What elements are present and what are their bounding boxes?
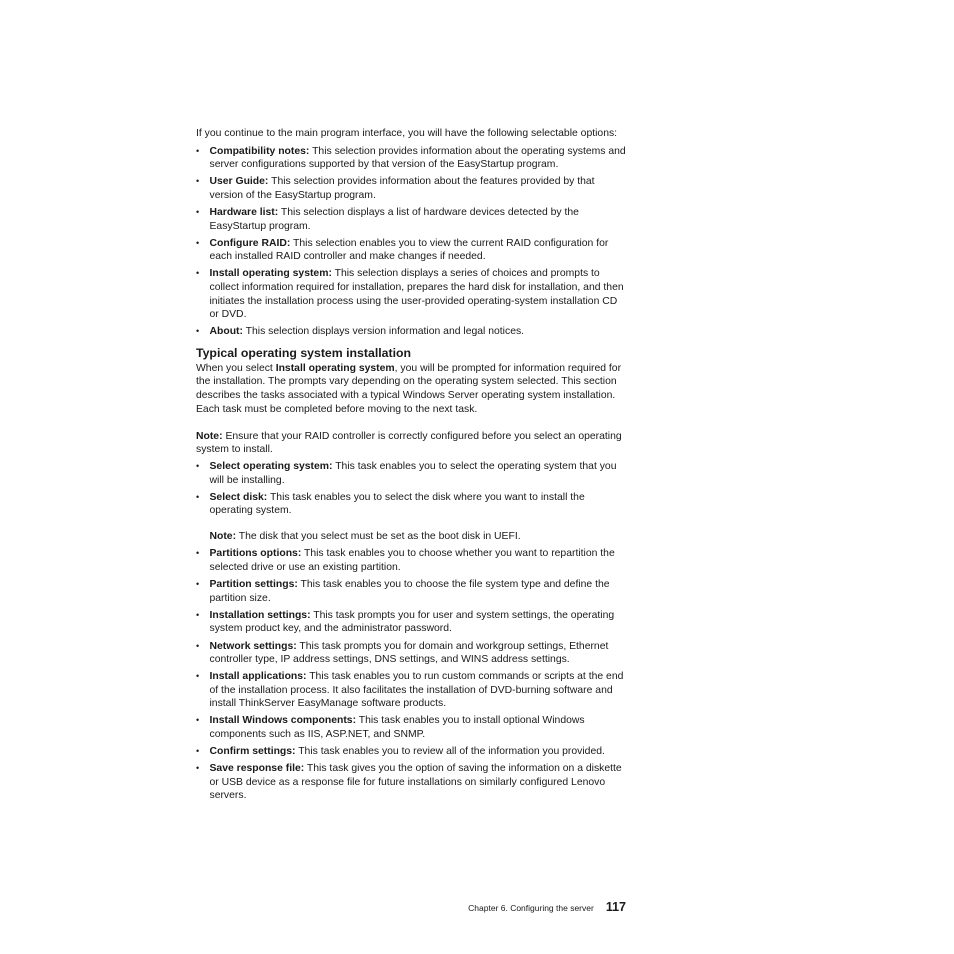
page-footer [468, 900, 626, 914]
tasks-list-b [196, 547, 626, 803]
option-text: This selection displays version information and legal notices. [242, 326, 525, 338]
task-text: This task gives you the option of saving the information on a diskette or USB device as a response file for future installations on similarly configured Lenovo servers. [209, 763, 622, 802]
task-term: Select disk: [209, 491, 268, 503]
section-intro-bold: Install operating system [275, 362, 395, 374]
note-label: Note: [209, 531, 237, 543]
task-text: This task enables you to install optional Windows components such as IIS, ASP.NET, and SNMP. [209, 715, 585, 741]
task-text: This task enables you to select the disk where you want to install the operating system. [209, 491, 585, 517]
list-item [196, 578, 626, 605]
chapter-label: Chapter 6. Configuring the server [468, 903, 594, 913]
option-term: User Guide: [209, 176, 269, 188]
paragraph-gap [196, 416, 626, 430]
task-term: Select operating system: [209, 460, 333, 472]
note-label: Note: [196, 430, 223, 442]
section-intro [196, 362, 626, 416]
list-item [196, 491, 626, 518]
task-term: Save response file: [209, 763, 305, 775]
option-term: Install operating system: [209, 268, 332, 280]
task-term: Network settings: [209, 640, 297, 652]
task-text: This task enables you to choose the file system type and define the partition size. [209, 579, 610, 604]
task-term: Partitions options: [209, 548, 302, 560]
list-item [196, 762, 626, 803]
list-item [196, 237, 626, 264]
option-term: Configure RAID: [209, 237, 291, 249]
task-term: Installation settings: [209, 609, 311, 621]
page-number: 117 [605, 900, 626, 914]
option-text: This selection provides information about the features provided by that version of the EasyStartup program. [209, 176, 595, 201]
list-item [196, 670, 626, 711]
task-term: Install Windows components: [209, 715, 357, 727]
list-item [196, 714, 626, 741]
task-text: This task prompts you for domain and workgroup settings, Ethernet controller type, IP address settings, DNS settings, and WINS address settings. [209, 640, 609, 666]
list-item [196, 175, 626, 202]
task-text: This task enables you to choose whether you want to repartition the selected drive or use an existing partition. [209, 548, 615, 574]
list-item [196, 745, 626, 759]
paragraph-gap [196, 521, 626, 530]
option-term: Hardware list: [209, 206, 279, 218]
task-term: Partition settings: [209, 579, 298, 591]
list-item [196, 547, 626, 574]
list-item [196, 145, 626, 172]
intro-paragraph: If you continue to the main program interface, you will have the following selectable options: [196, 128, 618, 139]
task-term: Install applications: [209, 671, 307, 683]
list-item [196, 325, 626, 339]
page-content [196, 127, 626, 807]
list-item [196, 206, 626, 233]
note-text: The disk that you select must be set as the boot disk in UEFI. [236, 531, 521, 543]
options-list [196, 145, 626, 339]
task-text: This task enables you to run custom commands or scripts at the end of the installation process. It also facilitates the installation of DVD-burning software and install ThinkServer EasyManage software products. [209, 671, 624, 710]
list-item [196, 460, 626, 487]
option-term: About: [209, 326, 243, 338]
task-text: This task enables you to select the operating system that you will be installing. [209, 460, 617, 486]
task-text: This task enables you to review all of the information you provided. [295, 746, 605, 758]
list-item [196, 609, 626, 636]
note-text: Ensure that your RAID controller is correctly configured before you select an operating system to install. [196, 430, 622, 456]
section-intro-post: , you will be prompted for information required for the installation. The prompts vary depending on the operating system selected. This section describes the tasks associated with a typical Windows Server operating system installation. Each task must be completed before moving to the next task. [196, 362, 622, 415]
option-text: This selection enables you to view the current RAID configuration for each installed RAID controller and make changes if needed. [209, 237, 609, 263]
task-text: This task prompts you for user and system settings, the operating system product key, and the administrator password. [209, 609, 615, 635]
disk-note [196, 530, 626, 544]
raid-note [196, 430, 626, 457]
section-heading: Typical operating system installation [196, 345, 412, 360]
list-item [196, 640, 626, 667]
option-text: This selection displays a series of choices and prompts to collect information required for installation, prepares the hard disk for installation, and then initiates the installation process using the user-provided operating-system installation CD or DVD. [209, 268, 624, 321]
option-text: This selection provides information about the operating systems and server configurations supported by that version of the EasyStartup program. [209, 145, 626, 171]
option-text: This selection displays a list of hardware devices detected by the EasyStartup program. [209, 206, 579, 232]
list-item [196, 267, 626, 321]
task-term: Confirm settings: [209, 746, 296, 758]
section-intro-pre: When you select [196, 362, 276, 374]
option-term: Compatibility notes: [209, 145, 310, 157]
tasks-list-a [196, 460, 626, 518]
